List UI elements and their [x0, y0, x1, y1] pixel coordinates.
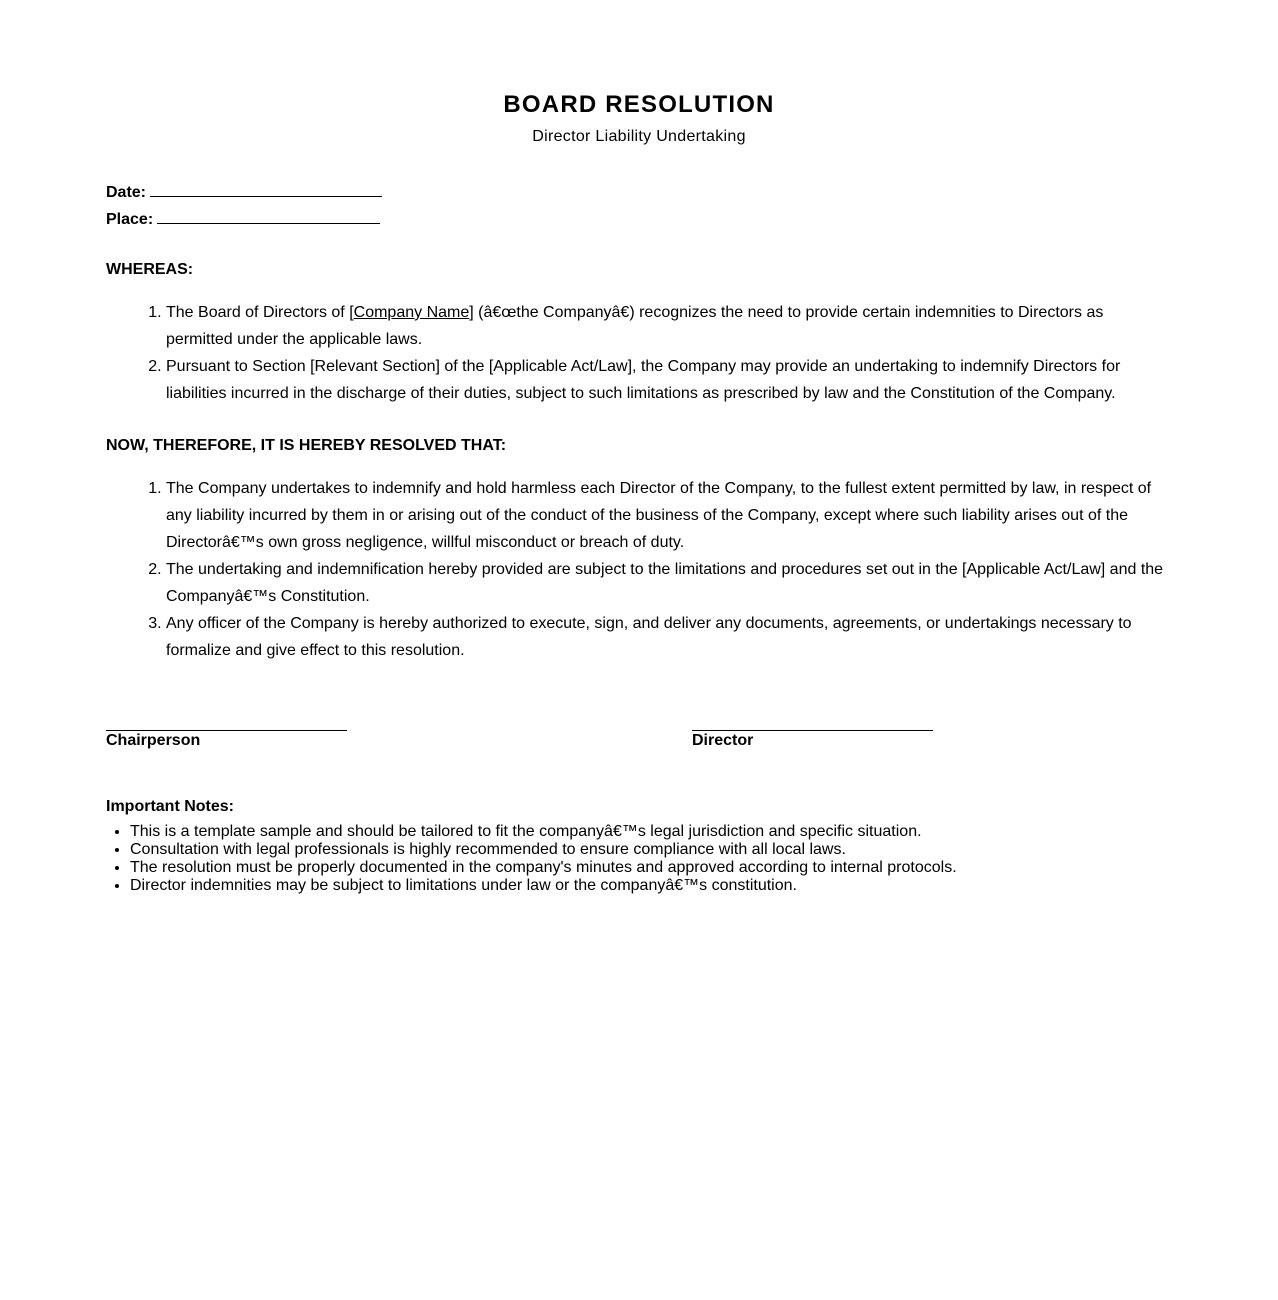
resolved-clauses [106, 475, 1172, 664]
date-label: Date: [106, 184, 147, 201]
note-item: • Consultation with legal professionals is highly recommended to ensure compliance with all local laws. [130, 841, 1172, 859]
whereas-clause-1 [166, 299, 1172, 353]
resolved-clause-1: 1. The Company undertakes to indemnify and hold harmless each Director of the Company, to the fullest extent permitted by law, in respect of any liability incurred by them in or arising out of the conduct of the business of the Company, except where such liability arises out of the Directorâ€™s own gross negligence, willful misconduct or breach of duty. [166, 475, 1172, 556]
whereas-heading: WHEREAS: [106, 261, 194, 278]
chairperson-signature [106, 712, 347, 751]
place-label: Place: [106, 211, 154, 228]
chairperson-label: Chairperson [106, 732, 201, 749]
company-name-placeholder: Company Name [353, 304, 470, 321]
resolved-heading: NOW, THEREFORE, IT IS HEREBY RESOLVED THAT: [106, 437, 507, 454]
date-field [106, 182, 382, 203]
document-subtitle: Director Liability Undertaking [532, 128, 746, 145]
note-item: • The resolution must be properly documented in the company's minutes and approved according to internal protocols. [130, 859, 1172, 877]
document-title: BOARD RESOLUTION [503, 91, 775, 118]
notes-list [106, 823, 1172, 895]
clause-1-suffix: ] (â€œthe Companyâ€) recognizes the need to provide certain indemnities to Directors as permitted under the applicable laws. [166, 304, 1104, 348]
whereas-clauses [106, 299, 1172, 407]
place-field [106, 209, 380, 230]
whereas-clause-2: 2. Pursuant to Section [Relevant Section] of the [Applicable Act/Law], the Company may provide an undertaking to indemnify Directors for liabilities incurred in the discharge of their duties, subject to such limitations as prescribed by law and the Constitution of the Company. [166, 353, 1172, 407]
director-signature-line[interactable] [692, 712, 933, 731]
date-blank-line[interactable] [150, 182, 382, 197]
note-item: • Director indemnities may be subject to limitations under law or the companyâ€™s constitution. [130, 877, 1172, 895]
director-signature [692, 712, 933, 751]
resolved-clause-2: 2. The undertaking and indemnification hereby provided are subject to the limitations and procedures set out in the [Applicable Act/Law] and the Companyâ€™s Constitution. [166, 556, 1172, 610]
place-blank-line[interactable] [157, 209, 380, 224]
resolved-clause-3: 3. Any officer of the Company is hereby authorized to execute, sign, and deliver any documents, agreements, or undertakings necessary to formalize and give effect to this resolution. [166, 610, 1172, 664]
notes-heading: Important Notes: [106, 798, 234, 815]
note-item: • This is a template sample and should be tailored to fit the companyâ€™s legal jurisdiction and specific situation. [130, 823, 1172, 841]
chairperson-signature-line[interactable] [106, 712, 347, 731]
director-label: Director [692, 732, 754, 749]
clause-1-prefix: The Board of Directors of [ [166, 304, 354, 321]
